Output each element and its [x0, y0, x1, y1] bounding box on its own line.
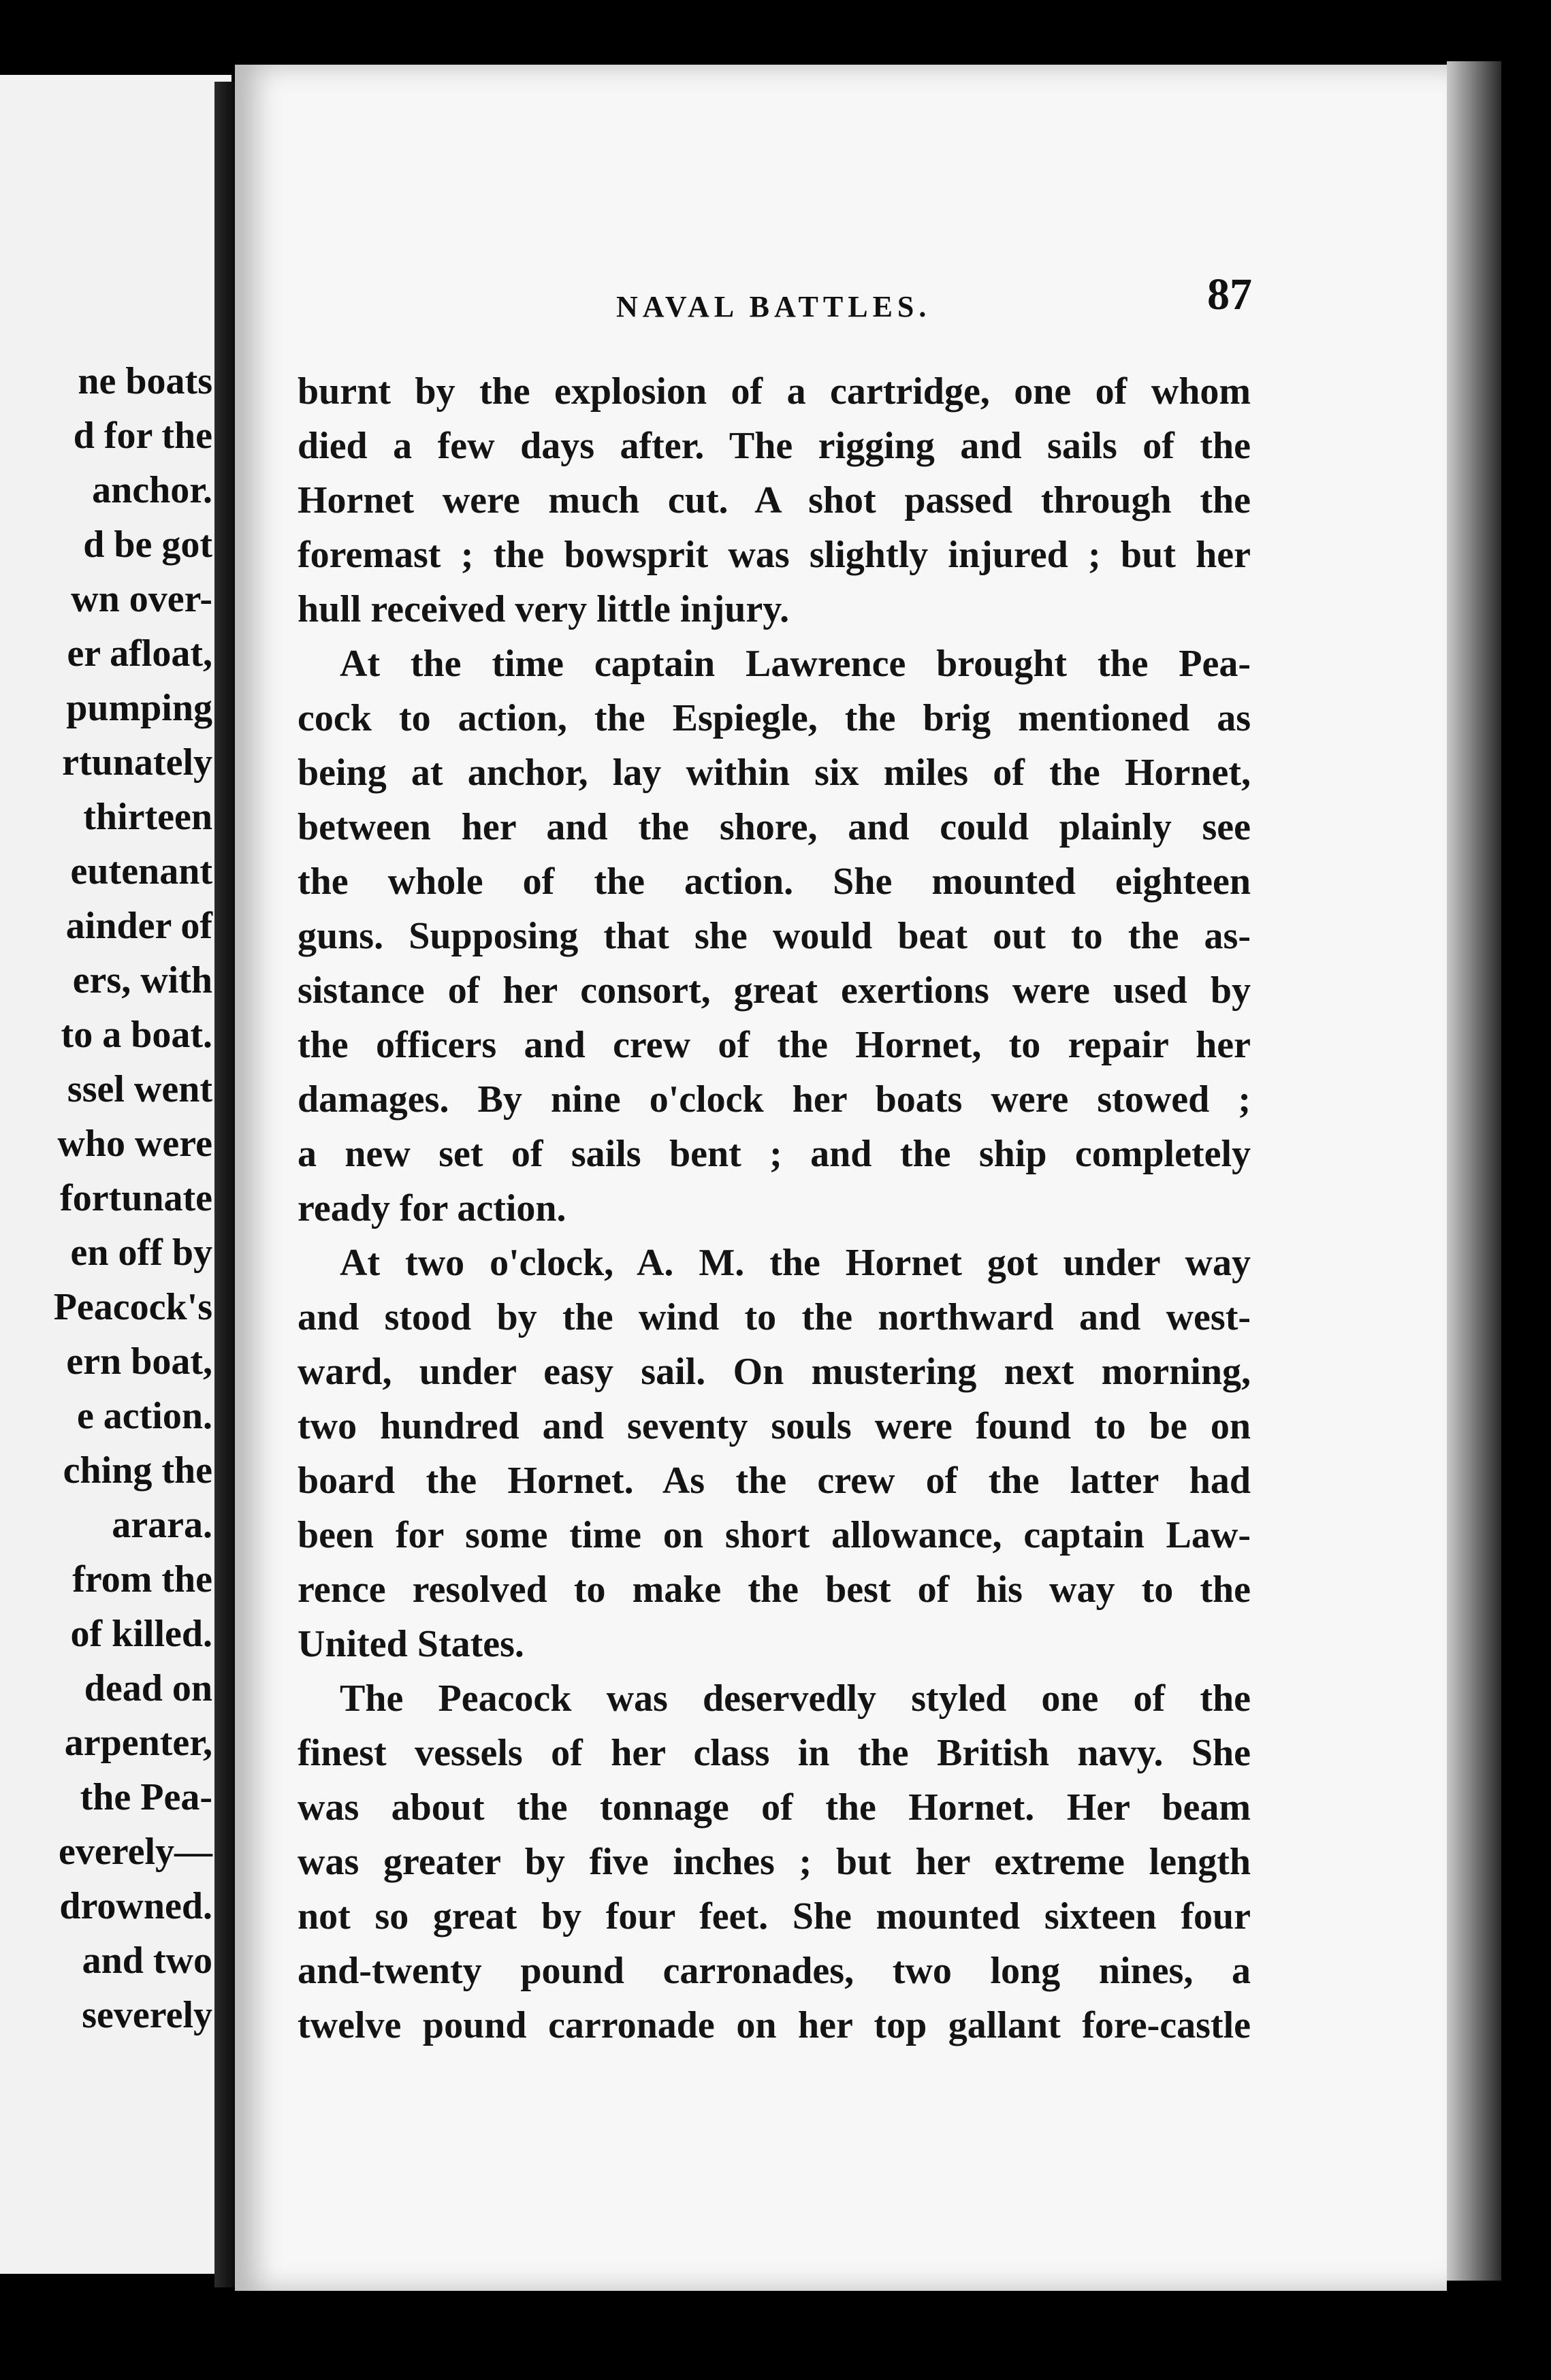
previous-page-line: from the: [72, 1558, 212, 1601]
previous-page-line: and two: [82, 1940, 212, 1982]
previous-page-line: severely: [82, 1994, 212, 2036]
text-line: twelve pound carronade on her top gallant fore-castle: [298, 2004, 1251, 2046]
text-line: damages. By nine o'clock her boats were stowed ;: [298, 1078, 1251, 1121]
previous-page-line: ainder of: [65, 905, 212, 947]
text-line: cock to action, the Espiegle, the brig mentioned as: [298, 697, 1251, 739]
text-line: Hornet were much cut. A shot passed through the: [298, 479, 1251, 521]
previous-page-line: dead on: [84, 1667, 212, 1709]
previous-page-line: arpenter,: [64, 1722, 212, 1764]
previous-page-line: anchor.: [92, 469, 212, 511]
previous-page-line: ching the: [63, 1449, 212, 1492]
text-line: died a few days after. The rigging and sails of the: [298, 425, 1251, 467]
text-line: board the Hornet. As the crew of the latter had: [298, 1460, 1251, 1502]
text-line: sistance of her consort, great exertions were used by: [298, 969, 1251, 1012]
previous-page-line: to a boat.: [61, 1014, 212, 1056]
previous-page-line: thirteen: [83, 796, 212, 838]
text-line: United States.: [298, 1623, 524, 1665]
previous-page: [0, 75, 231, 2274]
text-line: was greater by five inches ; but her extreme length: [298, 1841, 1251, 1883]
text-line: finest vessels of her class in the British navy. She: [298, 1732, 1251, 1774]
text-line: a new set of sails bent ; and the ship completely: [298, 1133, 1251, 1175]
text-line: been for some time on short allowance, captain Law-: [298, 1514, 1251, 1556]
previous-page-line: e action.: [76, 1395, 212, 1437]
previous-page-line: rtunately: [62, 741, 212, 784]
previous-page-line: pumping: [66, 687, 212, 729]
text-line: ward, under easy sail. On mustering next morning,: [298, 1351, 1251, 1393]
text-line: and stood by the wind to the northward and west-: [298, 1296, 1251, 1338]
previous-page-line: fortunate: [60, 1177, 212, 1219]
previous-page-line: ne boats: [78, 360, 212, 402]
previous-page-line: d for the: [73, 415, 212, 457]
text-line: At the time captain Lawrence brought the Pea-: [340, 643, 1251, 685]
previous-page-line: of killed.: [70, 1613, 212, 1655]
text-line: ready for action.: [298, 1187, 566, 1229]
page-edge: [1447, 61, 1501, 2281]
page-header: [235, 262, 1447, 330]
previous-page-line: ern boat,: [66, 1340, 212, 1383]
page-number: 87: [1207, 270, 1252, 319]
current-page: [235, 65, 1447, 2291]
previous-page-text: [0, 354, 212, 2042]
text-line: the officers and crew of the Hornet, to repair her: [298, 1024, 1251, 1066]
previous-page-line: eutenant: [70, 850, 212, 892]
text-line: was about the tonnage of the Hornet. Her beam: [298, 1786, 1251, 1829]
previous-page-line: en off by: [70, 1232, 212, 1274]
text-line: The Peacock was deservedly styled one of the: [340, 1677, 1251, 1720]
previous-page-line: d be got: [83, 524, 212, 566]
text-line: the whole of the action. She mounted eighteen: [298, 861, 1251, 903]
text-line: not so great by four feet. She mounted sixteen four: [298, 1895, 1251, 1937]
text-line: burnt by the explosion of a cartridge, one of whom: [298, 370, 1251, 413]
text-line: two hundred and seventy souls were found to be on: [298, 1405, 1251, 1447]
previous-page-line: everely—: [59, 1831, 212, 1873]
previous-page-line: wn over-: [71, 578, 212, 620]
text-line: At two o'clock, A. M. the Hornet got under way: [340, 1242, 1251, 1284]
previous-page-line: Peacock's: [53, 1286, 212, 1328]
text-line: foremast ; the bowsprit was slightly injured ; but her: [298, 534, 1251, 576]
previous-page-line: arara.: [112, 1504, 212, 1546]
text-line: and-twenty pound carronades, two long nines, a: [298, 1950, 1251, 1992]
text-line: being at anchor, lay within six miles of the Hornet,: [298, 752, 1251, 794]
previous-page-line: the Pea-: [80, 1776, 212, 1818]
previous-page-line: drowned.: [59, 1885, 212, 1927]
previous-page-line: er afloat,: [67, 632, 212, 675]
text-line: between her and the shore, and could plainly see: [298, 806, 1251, 848]
previous-page-line: ssel went: [67, 1068, 212, 1110]
previous-page-line: who were: [57, 1123, 212, 1165]
text-line: rence resolved to make the best of his way to the: [298, 1569, 1251, 1611]
previous-page-line: ers, with: [72, 959, 212, 1001]
page-body: [298, 364, 1251, 2053]
text-line: guns. Supposing that she would beat out to the as-: [298, 915, 1251, 957]
text-line: hull received very little injury.: [298, 588, 790, 630]
running-head: NAVAL BATTLES.: [616, 290, 931, 323]
